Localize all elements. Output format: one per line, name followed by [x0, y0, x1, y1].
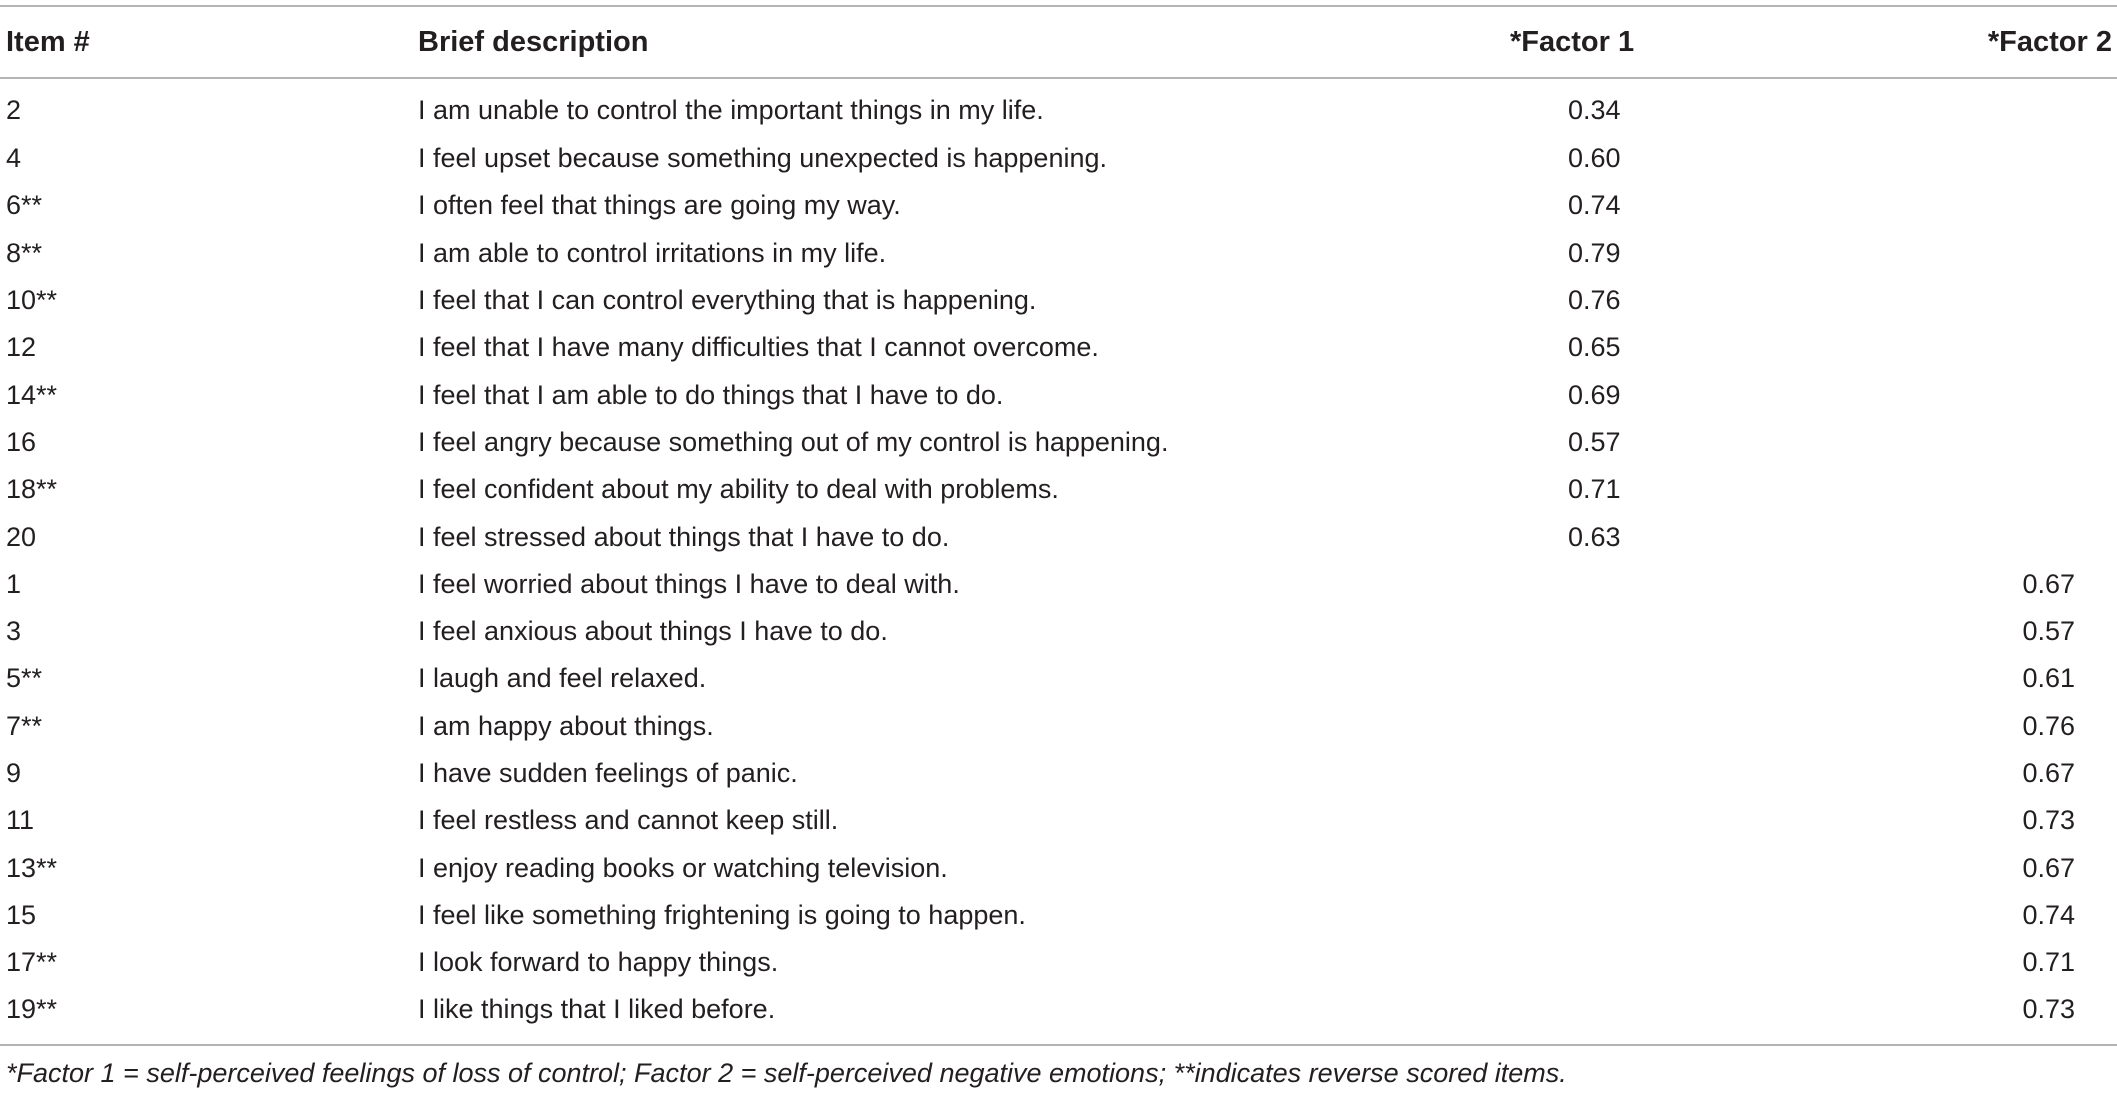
table-row	[0, 78, 2117, 135]
cell-item-number: 19**	[6, 994, 58, 1025]
cell-factor-1: 0.57	[1568, 426, 1621, 457]
cell-item-number: 7**	[6, 710, 43, 741]
cell-factor-1: 0.34	[1568, 95, 1621, 125]
cell-item-number: 3	[6, 616, 22, 647]
table-row	[0, 986, 2117, 1033]
cell-description: I am able to control irritations in my life.	[418, 237, 887, 268]
cell-factor-1	[1510, 939, 1863, 986]
cell-factor-2: 0.57	[2022, 616, 2075, 647]
header-item-number: Item #	[6, 26, 90, 58]
cell-item-number: 6**	[6, 190, 43, 221]
table-row	[0, 230, 2117, 277]
table-row	[0, 182, 2117, 229]
table-row	[0, 466, 2117, 513]
cell-factor-1: 0.71	[1568, 474, 1621, 505]
cell-description: I feel confident about my ability to deal with problems.	[418, 474, 1059, 505]
cell-factor-2	[1863, 466, 2117, 513]
cell-item-number: 2	[6, 95, 22, 125]
cell-factor-2	[1863, 324, 2117, 371]
cell-factor-2	[1863, 182, 2117, 229]
cell-item-number: 20	[6, 521, 37, 552]
cell-factor-2: 0.67	[2022, 852, 2075, 883]
table-row	[0, 135, 2117, 182]
cell-factor-1	[1510, 844, 1863, 891]
cell-factor-1: 0.76	[1568, 285, 1621, 316]
cell-factor-2	[1863, 78, 2117, 135]
table-row	[0, 561, 2117, 608]
cell-factor-1	[1510, 797, 1863, 844]
cell-factor-1	[1510, 655, 1863, 702]
table-row	[0, 608, 2117, 655]
table-row	[0, 750, 2117, 797]
cell-factor-1	[1510, 608, 1863, 655]
cell-item-number: 1	[6, 568, 22, 599]
cell-item-number: 13**	[6, 852, 58, 883]
table-footnote: *Factor 1 = self-perceived feelings of loss of control; Factor 2 = self-perceived negative emotions; **indicates reverse scored items.	[6, 1058, 1567, 1088]
cell-factor-2	[1863, 277, 2117, 324]
cell-factor-2: 0.76	[2022, 710, 2075, 741]
cell-factor-1: 0.65	[1568, 332, 1621, 363]
table-row	[0, 277, 2117, 324]
header-brief-description: Brief description	[418, 26, 649, 58]
cell-description: I have sudden feelings of panic.	[418, 758, 798, 788]
cell-item-number: 16	[6, 426, 37, 457]
cell-factor-2: 0.67	[2022, 758, 2075, 788]
table-row	[0, 703, 2117, 750]
cell-factor-1	[1510, 892, 1863, 939]
cell-item-number: 12	[6, 332, 37, 363]
table-body	[0, 78, 2117, 1034]
cell-factor-1	[1510, 750, 1863, 797]
table-row	[0, 419, 2117, 466]
cell-description: I feel that I am able to do things that I have to do.	[418, 379, 1004, 410]
factor-loadings-table	[0, 7, 2117, 1034]
cell-description: I enjoy reading books or watching television.	[418, 852, 948, 883]
cell-item-number: 17**	[6, 947, 58, 978]
cell-factor-1	[1510, 561, 1863, 608]
cell-description: I feel angry because something out of my control is happening.	[418, 426, 1169, 457]
cell-factor-2	[1863, 135, 2117, 182]
cell-factor-1	[1510, 986, 1863, 1033]
cell-description: I feel restless and cannot keep still.	[418, 805, 839, 836]
cell-description: I feel worried about things I have to deal with.	[418, 568, 960, 599]
cell-factor-2	[1863, 371, 2117, 418]
table-row	[0, 324, 2117, 371]
cell-factor-1: 0.79	[1568, 237, 1621, 268]
cell-item-number: 8**	[6, 237, 43, 268]
cell-factor-2	[1863, 230, 2117, 277]
cell-factor-1	[1510, 703, 1863, 750]
cell-factor-2: 0.71	[2022, 947, 2075, 978]
cell-factor-2: 0.73	[2022, 805, 2075, 836]
header-factor-2: *Factor 2	[1987, 26, 2112, 58]
table-row	[0, 513, 2117, 560]
table-bottom-rule	[0, 1044, 2117, 1046]
cell-item-number: 15	[6, 899, 37, 930]
cell-description: I look forward to happy things.	[418, 947, 779, 978]
table-row	[0, 371, 2117, 418]
cell-item-number: 10**	[6, 285, 58, 316]
header-factor-1: *Factor 1	[1510, 26, 1635, 58]
cell-item-number: 14**	[6, 379, 58, 410]
cell-item-number: 9	[6, 758, 22, 788]
cell-factor-1: 0.60	[1568, 143, 1621, 174]
cell-item-number: 4	[6, 143, 22, 174]
cell-factor-2: 0.73	[2022, 994, 2075, 1025]
cell-description: I feel stressed about things that I have to do.	[418, 521, 950, 552]
cell-item-number: 5**	[6, 663, 43, 694]
table-row	[0, 844, 2117, 891]
table-row	[0, 655, 2117, 702]
cell-description: I often feel that things are going my way.	[418, 190, 901, 221]
table-row	[0, 797, 2117, 844]
table-row	[0, 892, 2117, 939]
cell-description: I like things that I liked before.	[418, 994, 776, 1025]
table-header-row	[0, 7, 2117, 78]
cell-description: I feel upset because something unexpected is happening.	[418, 143, 1107, 174]
cell-description: I feel like something frightening is going to happen.	[418, 899, 1026, 930]
cell-description: I feel anxious about things I have to do.	[418, 616, 888, 647]
cell-factor-2: 0.61	[2022, 663, 2075, 694]
cell-item-number: 11	[6, 805, 35, 836]
cell-description: I laugh and feel relaxed.	[418, 663, 707, 694]
cell-factor-1: 0.69	[1568, 379, 1621, 410]
cell-factor-2	[1863, 419, 2117, 466]
cell-description: I am unable to control the important things in my life.	[418, 95, 1044, 125]
cell-factor-2: 0.67	[2022, 568, 2075, 599]
table-row	[0, 939, 2117, 986]
cell-factor-1: 0.63	[1568, 521, 1621, 552]
cell-factor-2: 0.74	[2022, 899, 2075, 930]
cell-description: I feel that I have many difficulties that I cannot overcome.	[418, 332, 1099, 363]
cell-description: I am happy about things.	[418, 710, 714, 741]
cell-factor-1: 0.74	[1568, 190, 1621, 221]
cell-item-number: 18**	[6, 474, 58, 505]
cell-description: I feel that I can control everything that is happening.	[418, 285, 1037, 316]
cell-factor-2	[1863, 513, 2117, 560]
